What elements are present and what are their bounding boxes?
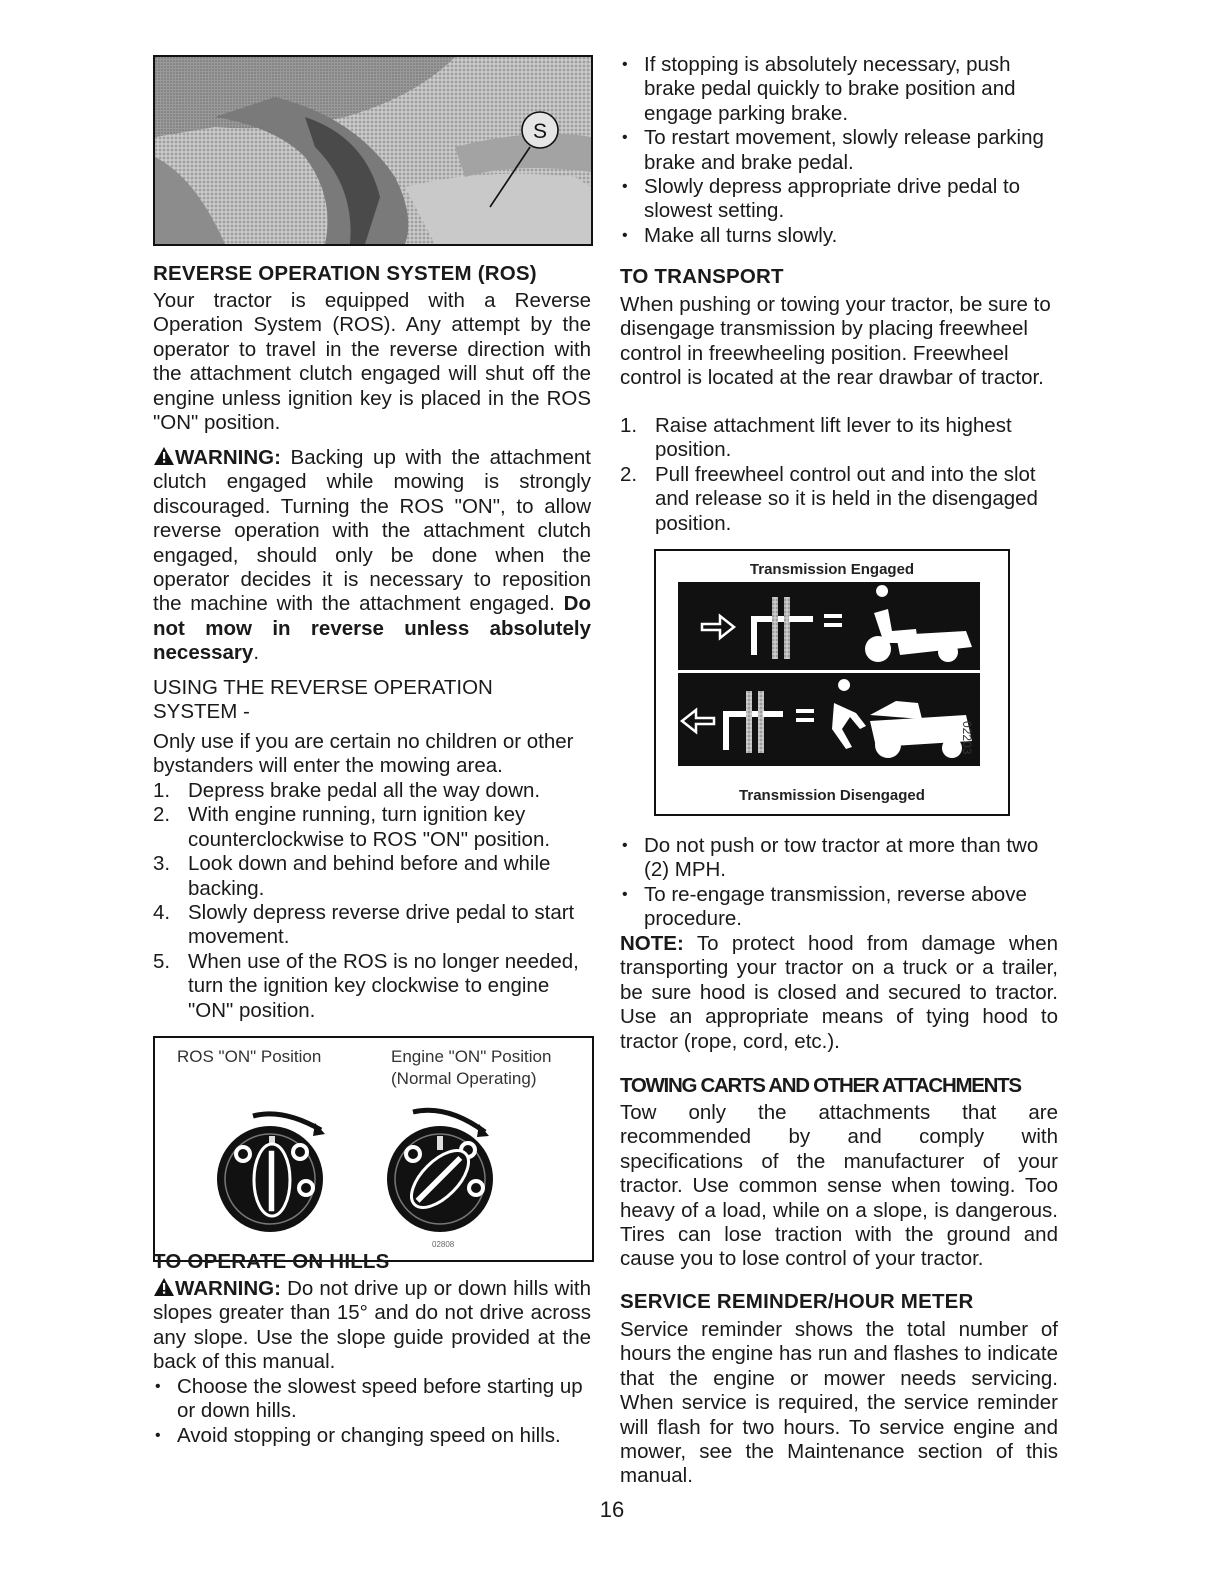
transport-intro: When pushing or towing your tractor, be sure to disengage transmission by placing freewheel control in freewheeling position. Freewheel control is located at the rear drawbar of tractor. — [620, 293, 1051, 390]
hills-warning-text: Do not drive up or down hills with slopes greater than 15° and do not drive across any slope. Use the slope guide provided at the back of this manual. — [153, 1277, 591, 1374]
transport-heading: TO TRANSPORT — [620, 265, 784, 288]
ros-warning-bold: Do not mow in reverse unless absolutely necessary — [153, 592, 591, 665]
engine-on-label: Engine "ON" Position — [391, 1047, 552, 1066]
service-text: Service reminder shows the total number of hours the engine has run and flashes to indicate that the engine or mower needs servicing. When service is required, the service reminder will flash for two hours. To service engine and mower, see the Maintenance section of this manual. — [620, 1318, 1058, 1488]
ros-steps — [153, 779, 593, 1023]
ignition-switch-illustration — [155, 1038, 592, 1260]
figure-code: 02203 — [960, 721, 974, 755]
list-item: • If stopping is absolutely necessary, push brake pedal quickly to brake position and engage parking brake. — [620, 53, 1060, 126]
list-item: • Make all turns slowly. — [620, 224, 1060, 248]
ros-on-label: ROS "ON" Position — [177, 1047, 322, 1066]
list-item: 2. Pull freewheel control out and into the slot and release so it is held in the disengaged position. — [620, 462, 1038, 535]
list-item: 3. Look down and behind before and while backing. — [153, 852, 551, 900]
figure-ignition-positions — [153, 1036, 594, 1262]
list-item: • To re-engage transmission, reverse above procedure. — [620, 883, 1060, 932]
pedal-illustration — [155, 57, 591, 244]
list-item: • Avoid stopping or changing speed on hills. — [153, 1424, 593, 1448]
note-label: NOTE: — [620, 932, 684, 955]
list-item: 5. When use of the ROS is no longer needed, turn the ignition key clockwise to engine "ON" position. — [153, 949, 579, 1022]
ros-warning-end: . — [253, 641, 260, 665]
hills-bullets — [153, 1375, 593, 1448]
list-item: • To restart movement, slowly release parking brake and brake pedal. — [620, 126, 1060, 175]
ros-heading: REVERSE OPERATION SYSTEM (ROS) — [153, 262, 537, 285]
figure-transmission — [654, 549, 1010, 816]
list-item: • Choose the slowest speed before starting up or down hills. — [153, 1375, 593, 1424]
list-item: • Do not push or tow tractor at more than two (2) MPH. — [620, 834, 1060, 883]
transmission-engaged-label: Transmission Engaged — [749, 561, 915, 578]
page-number: 16 — [599, 1497, 625, 1522]
ros-warning — [153, 446, 591, 666]
service-heading: SERVICE REMINDER/HOUR METER — [620, 1290, 974, 1313]
hills-warning — [153, 1277, 591, 1375]
transmission-diagram — [656, 551, 1008, 814]
ros-warning-text: Backing up with the attachment clutch engaged while mowing is strongly discouraged. Turning the ROS "ON", to allow reverse operation with the attachment clutch engaged, should only be done when the operator decides it is necessary to reposition the machine with the attachment engaged. — [153, 446, 592, 616]
transmission-disengaged-label: Transmission Disengaged — [739, 787, 925, 804]
list-item: 2. With engine running, turn ignition key counterclockwise to ROS "ON" position. — [153, 803, 551, 851]
hills-bullets-cont — [620, 53, 1060, 248]
transport-bullets — [620, 834, 1060, 932]
note-text: To protect hood from damage when transporting your tractor on a truck or a trailer, be sure hood is closed and secured to tractor. Use an appropriate means of tying hood to tractor (rope, cord, etc.). — [620, 932, 1058, 1053]
hills-warning-label: WARNING: — [175, 1277, 281, 1300]
warning-triangle-icon — [153, 1277, 175, 1297]
warning-triangle-icon — [153, 446, 175, 466]
ros-intro: Your tractor is equipped with a Reverse Operation System (ROS). Any attempt by the operator to travel in the reverse direction with the attachment clutch engaged will shut off the engine unless ignition key is placed in the ROS "ON" position. — [153, 289, 591, 435]
towing-text: Tow only the attachments that are recommended by and comply with specifications of the manufacturer of your tractor. Use common sense when towing. Too heavy of a load, while on a slope, is dangerous. Tires can lose traction with the ground and cause you to lose control of your tractor. — [620, 1101, 1058, 1271]
list-item: 1. Depress brake pedal all the way down. — [153, 779, 541, 802]
using-heading: USING THE REVERSE OPERATION SYSTEM - — [153, 676, 493, 724]
ros-warning-label: WARNING: — [175, 446, 281, 469]
figure-code: 02808 — [432, 1240, 455, 1249]
list-item: 1. Raise attachment lift lever to its highest position. — [620, 414, 1012, 462]
transport-steps — [620, 414, 1060, 536]
figure-ros-pedal — [153, 55, 593, 246]
list-item: • Slowly depress appropriate drive pedal to slowest setting. — [620, 175, 1060, 224]
using-intro: Only use if you are certain no children or other bystanders will enter the mowing area. — [153, 730, 574, 778]
towing-heading: TOWING CARTS AND OTHER ATTACHMENTS — [620, 1074, 1021, 1097]
normal-operating-label: (Normal Operating) — [391, 1069, 537, 1088]
transport-note — [620, 932, 1058, 1054]
hills-heading: TO OPERATE ON HILLS — [153, 1250, 390, 1273]
callout-label: S — [532, 120, 548, 143]
list-item: 4. Slowly depress reverse drive pedal to start movement. — [153, 901, 575, 949]
